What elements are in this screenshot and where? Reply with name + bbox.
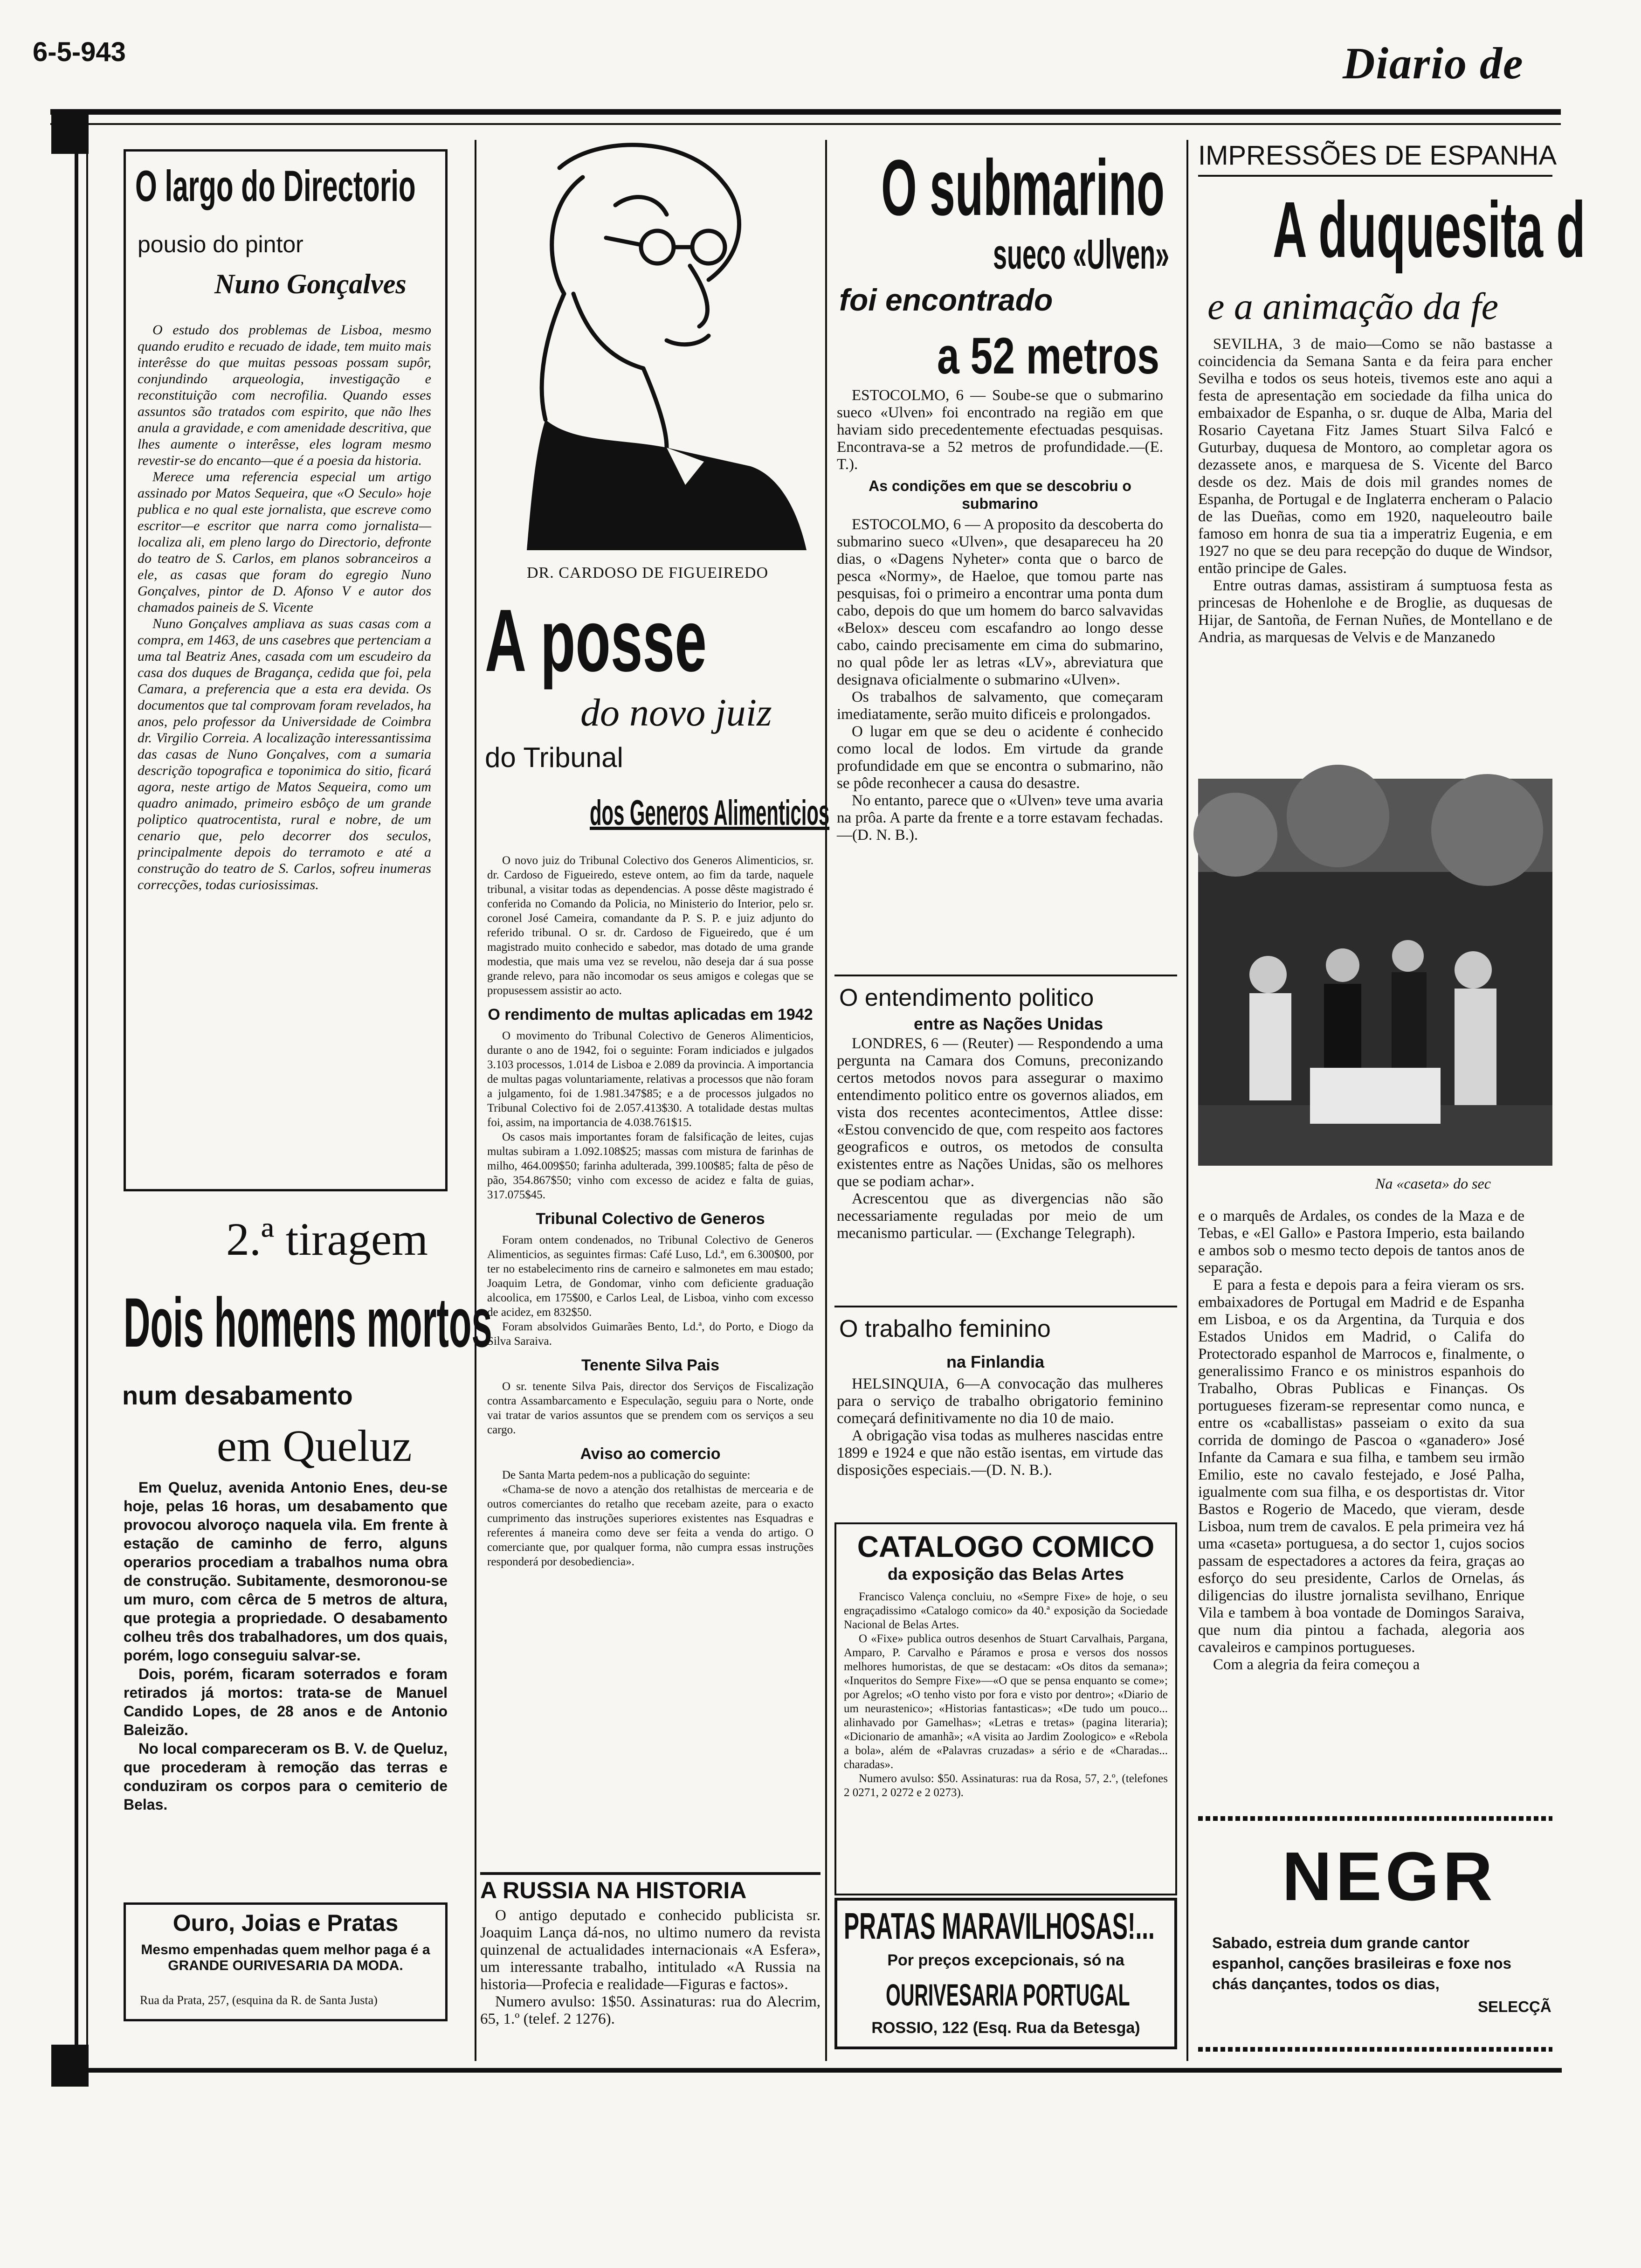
paragraph: Acrescentou que as divergencias não são necessariamente reguladas por meio de um mecanismo particular. — (Exchange Telegraph).: [837, 1190, 1163, 1242]
catalogo-headline: CATALOGO COMICO: [857, 1530, 1155, 1563]
margin-rule-2: [86, 140, 88, 2070]
subhead: Tenente Silva Pais: [581, 1356, 720, 1374]
queluz-headline: Dois homens mortos: [124, 1283, 492, 1362]
paragraph: Os trabalhos de salvamento, que começaram imediatamente, serão muito dificeis e prolongados.: [837, 689, 1163, 723]
paragraph: Entre outras damas, assistiram á sumptuosa festa as princesas de Hohenlohe e de Broglie, as duquesas de Hijar, de Santoña, de Fernan Nuñes, de Montellano e de Andria, as marquesas de Velvis e de Manzanedo: [1198, 577, 1552, 646]
trabalho-body: [837, 1376, 1163, 1520]
ad-address: Rua da Prata, 257, (esquina da R. de Santa Justa): [140, 1993, 378, 2007]
paragraph: A obrigação visa todas as mulheres nascidas entre 1899 e 1924 e que não estão isentas, em virtude das disposições especiais.—(D. N. B.).: [837, 1427, 1163, 1479]
paragraph: Francisco Valença concluiu, no «Sempre Fixe» de hoje, o seu engraçadissimo «Catalogo comico» da 40.ª exposição da Sociedade Nacional de Belas Artes.: [844, 1590, 1168, 1631]
subhead: As condições em que se descobriu o submarino: [869, 477, 1131, 512]
directorio-headline: O largo do Directorio: [135, 161, 416, 210]
subhead: O rendimento de multas aplicadas em 1942: [488, 1006, 813, 1023]
paragraph: «Chama-se de novo a atenção dos retalhistas de mercearia e de outros comerciantes do retalho que recebam azeite, para o exacto cumprimento das instruções superiores existentes nas Esquadras e referentes á maneira como deve ser feita a venda do artigo. O comerciante que, por qualquer forma, não cumpra essas instruções responderá por desobediencia».: [487, 1483, 814, 1568]
issue-date: 6-5-943: [33, 37, 126, 67]
submarino-sub-2: foi encontrado: [839, 283, 1053, 317]
tiragem-label: 2.ª tiragem: [226, 1213, 428, 1265]
col-separator-2: [825, 140, 827, 2061]
margin-block-bottom: [51, 2045, 89, 2087]
pratas-ad-address: ROSSIO, 122 (Esq. Rua da Betesga): [871, 2019, 1140, 2037]
feira-photo-caption: Na «caseta» do sec: [1375, 1175, 1491, 1192]
pratas-ad-title: PRATAS MARAVILHOSAS!...: [844, 1905, 1155, 1947]
paragraph: O movimento do Tribunal Colectivo de Generos Alimenticios, durante o ano de 1942, foi o seguinte: Foram indiciados e julgados 3.103 processos, 1.014 de Lisboa e 2.089 da provincia. A importancia de multas pagas voluntariamente, relativas a processos que não foram a julgamento, foi de 1.981.347$85; e a de processos julgados no Tribunal Colectivo foi de 2.057.413$30. A totalidade destas multas foi, assim, na importancia de 4.038.761$15.: [487, 1030, 814, 1129]
duquesita-headline: A duquesita d: [1273, 186, 1586, 274]
paragraph: No entanto, parece que o «Ulven» teve uma avaria na prôa. A parte da frente e a torre estavam fechadas.—(D. N. B.).: [837, 792, 1163, 844]
rule: [834, 975, 1177, 976]
pratas-ad-store: OURIVESARIA PORTUGAL: [886, 1978, 1130, 2012]
posse-sub-2: do Tribunal: [485, 742, 623, 773]
cardoso-caricature: [490, 140, 816, 560]
masthead: Diario de: [1343, 38, 1524, 88]
paragraph: Com a alegria da feira começou a: [1213, 1656, 1420, 1673]
paragraph: O novo juiz do Tribunal Colectivo dos Generos Alimenticios, sr. dr. Cardoso de Figueiredo, esteve ontem, ao fim da tarde, naquele tribunal, a visitar todas as dependencias. A posse dêste magistrado é conferida no Comando da Policia, no Ministerio do Interior, pelo sr. coronel José Cameira, comandante da P. S. P. e juiz adjunto do referido tribunal. O sr. dr. Cardoso de Figueiredo, que é um magistrado muito conhecido e sabedor, mas dotado de uma grande modestia, que mais uma vez se revelou, não deseja dar á sua posse grande relevo, para não incomodar os seus amigos e colegas que se propusessem assistir ao acto.: [487, 854, 814, 997]
paragraph: Foram ontem condenados, no Tribunal Colectivo de Generos Alimenticios, as seguintes firmas: Café Luso, Ld.ª, em 6.300$00, por ter no estabelecimento rins de carneiro e salmonetes em mau estado; Joaquim Letra, de Gondomar, vinho com deficiente graduação alcoolica, em 175$00, e Carlos Leal, de Lisboa, vinho com excesso de acidez, em 832$50.: [487, 1234, 814, 1319]
paragraph: No local compareceram os B. V. de Queluz, que procederam à remoção das terras e conduziram os corpos para o cemiterio de Belas.: [124, 1740, 448, 1813]
paragraph: Em Queluz, avenida Antonio Enes, deu-se hoje, pelas 16 horas, um desabamento que provocou alvoroço naquela vila. Em frente à estação de caminho de ferro, alguns operarios procediam a trabalhos numa obra de construção. Subitamente, desmoronou-se um muro, com cêrca de 5 metros de altura, que protegia a propriedade. O desabamento colheu três dos trabalhadores, um dos quais, porém, logo conseguiu salvar-se.: [124, 1479, 448, 1664]
feira-photo: [1198, 779, 1552, 1166]
queluz-body: [124, 1478, 448, 1898]
ad-text: Mesmo empenhadas quem melhor paga é a GRANDE OURIVESARIA DA MODA.: [141, 1942, 430, 1973]
trabalho-sub: na Finlandia: [946, 1352, 1045, 1371]
subhead: Tribunal Colectivo de Generos: [536, 1210, 765, 1228]
paragraph: Nuno Gonçalves ampliava as suas casas com a compra, em 1463, de uns casebres que pertenciam a uma tal Beatriz Anes, casada com um escudeiro da casa dos duques de Bragança, cedida que foi, pela Camara, a preferencia que a esta era devida. Os documentos que tal comprovam foram revelados, ha anos, pelo professor da Universidade de Coimbra dr. Virgilio Correia. A localização interessantissima das casas de Nuno Gonçalves, com a sumaria descrição topografica e toponimica do sitio, ficará agora, neste artigo de Matos Sequeira, como um quadro animado, primeiro esbôço de um grande poliptico quatrocentista, rural e nobre, de um cenario que, pelo decorrer dos seculos, principalmente depois do terramoto e até a construção do teatro de S. Carlos, sofreu inumeras correcções, todas curiosissimas.: [138, 616, 431, 892]
paragraph: Os casos mais importantes foram de falsificação de leites, cujas multas subiram a 1.092.108$25; massas com mistura de farinhas de milho, 464.009$50; farinha adulterada, 399.100$85; falta de pêso de pão, 354.867$50; vinho com excesso de acidez e falta de guias, 317.075$45.: [487, 1131, 814, 1201]
negr-ad-tail: SELECÇÃ: [1478, 1998, 1551, 2015]
paragraph: O sr. tenente Silva Pais, director dos Serviços de Fiscalização contra Assambarcamento e Especulação, seguiu para o Norte, onde vai tratar de varios assuntos que se prendem com os serviços a seu cargo.: [487, 1380, 814, 1436]
paragraph: Merece uma referencia especial um artigo assinado por Matos Sequeira, que «O Seculo» hoje publica e no qual este jornalista, que escreve como escritor—e escritor que narra como jornalista—localiza ali, em pleno largo do Directorio, defronte do teatro de S. Carlos, em planos sobranceiros a ele, as casas que foram do egregio Nuno Gonçalves, pintor de D. Afonso V e autor dos chamados paineis de S. Vicente: [138, 469, 431, 615]
header-rule: [50, 109, 1561, 115]
submarino-sub-3: a 52 metros: [937, 327, 1159, 385]
paragraph: Dois, porém, ficaram soterrados e foram retirados já mortos: trata-se de Manuel Candido Lopes, de 28 anos e de Antonio Baleizão.: [124, 1666, 448, 1738]
caricature-caption: DR. CARDOSO DE FIGUEIREDO: [527, 564, 769, 581]
entendimento-body: [837, 1035, 1163, 1292]
paragraph: LONDRES, 6 — (Reuter) — Respondendo a uma pergunta na Camara dos Comuns, preconizando certos metodos novos para assegurar o maximo entendimento politico entre os governos aliados, em vista dos recentes acontecimentos, Attlee disse: «Estou convencido de que, com respeito aos factores geograficos e outros, os metodos de consulta existentes entre as Nações Unidas, são os melhores que se podiam achar».: [837, 1035, 1163, 1190]
catalogo-sub: da exposição das Belas Artes: [888, 1564, 1124, 1583]
col-separator-1: [475, 140, 476, 2061]
ad-title: Ouro, Joias e Pratas: [172, 1910, 399, 1936]
paragraph: O estudo dos problemas de Lisboa, mesmo quando erudito e recuado de idade, tem muito mais interêsse do que muitas pessoas possam supôr, conjundindo arqueologia, investigação e reconstituição com necrofilia. Quando esses assuntos são tratados com espirito, que não lhes anula a gravidade, e com amenidade descritiva, que lhes aumente o interêsse, eles logram mesmo revestir-se do encanto—que é a poesia da historia.: [138, 322, 431, 468]
header-rule-thin: [50, 123, 1561, 125]
posse-body: [487, 853, 814, 1618]
directorio-subtitle-2: Nuno Gonçalves: [214, 269, 407, 299]
margin-rule: [75, 140, 78, 2070]
paragraph: O lugar em que se deu o acidente é conhecido como local de lodos. Em virtude da grande profundidade em que se encontra o submarino, não se pôde reconhecer a causa do desastre.: [837, 723, 1163, 792]
paragraph: O antigo deputado e conhecido publicista sr. Joaquim Lança dá-nos, no ultimo numero da revista quinzenal de actualidades internacionais «A Esfera», um interessante trabalho, intitulado «A Russia na historia—Profecia e realidade—Figuras e factos».: [480, 1907, 820, 1993]
margin-block-top: [51, 112, 89, 154]
duquesita-body-2: [1198, 1208, 1524, 1898]
paragraph: e o marquês de Ardales, os condes de la Maza e de Tebas, e «El Gallo» e Pastora Imperio, esta bailando e ambos sob o mesmo tecto depois de tantos anos de separação.: [1198, 1208, 1524, 1276]
posse-sub-3: dos Generos Alimenticios: [590, 793, 830, 833]
entendimento-headline: O entendimento politico: [839, 984, 1094, 1011]
duquesita-sub: e a animação da fe: [1207, 285, 1498, 327]
negr-ad-text: Sabado, estreia dum grande cantor espanhol, canções brasileiras e foxe nos chás dançantes, todos os dias,: [1212, 1934, 1511, 1992]
paragraph: E para a festa e depois para a feira vieram os srs. embaixadores de Portugal em Madrid e de Espanha em Lisboa, e os da Argentina, da Turquia e dos Estados Unidos em Madrid, o Califa do Protectorado espanhol de Marrocos e, finalmente, o generalissimo Franco e os ministros espanhois do Trabalho, Obras Publicas e Finanças. Os portugueses fizeram-se representar como nunca, e entre os «caballistas» passeiam o exito da sua corrida de domingo de Pascoa o «ganadero» José Infante da Camara e sua filha, e tambem seu irmão Emilio, este no cavalo festejado, e José Palha, igualmente com sua filha, e os desportistas dr. Vitor Bastos e Rogerio de Macedo, que vieram, desde Lisboa, num trem de cavalos. E pela primeira vez há uma «caseta» portuguesa, a do sector 1, cujos socios passam de espectadores a actores da feira, graças ao esforço do seu presidente, Carlos de Ornelas, ás diligencias do ilustre jornalista sevilhano, Enrique Vila e tambem à boa vontade de Domingos Saraiva, que num dia pintou a fachada, alegoria aos cavaleiros e campinos portugueses.: [1198, 1277, 1524, 1656]
col-separator-3: [1186, 140, 1188, 2061]
espanha-kicker: IMPRESSÕES DE ESPANHA: [1198, 140, 1557, 171]
ad-dotted-rule: [1198, 1816, 1552, 1821]
paragraph: De Santa Marta pedem-nos a publicação do seguinte:: [502, 1469, 751, 1481]
col4-clip: [1189, 135, 1586, 2061]
paragraph: Foram absolvidos Guimarães Bento, Ld.ª, do Porto, e Diogo da Silva Saraiva.: [487, 1321, 814, 1348]
paragraph: ESTOCOLMO, 6 — Soube-se que o submarino sueco «Ulven» foi encontrado na região em que haviam sido precedentemente efectuadas pesquisas. Encontrava-se a 52 metros de profundidade.—(E. T.).: [837, 387, 1163, 473]
kicker-rule: [1198, 175, 1552, 177]
subhead: Aviso ao comercio: [580, 1445, 721, 1463]
paragraph: ESTOCOLMO, 6 — A proposito da descoberta do submarino sueco «Ulven», que desapareceu ha 20 dias, o «Dagens Nyheter» conta que o barco de pesca «Normy», de Haeloe, que tomou parte nas pesquisas, foi o primeiro a encontrar uma ponta dum cabo, depois do que um homem do barco salvavidas «Belox» desceu com escafandro ao longo desse cabo, caindo precisamente em cima do submarino, no qual pôde ler as letras «LV», abreviatura que designava oficialmente o submarino «Ulven».: [837, 516, 1163, 688]
pratas-ad-sub: Por preços excepcionais, só na: [887, 1951, 1124, 1969]
paragraph: O «Fixe» publica outros desenhos de Stuart Carvalhais, Pargana, Amparo, P. Carvalho e Páramos e prosa e versos dos nossos melhores humoristas, de que se destacam: «Os ditos da semana»; «Inqueritos do Sempre Fixe»—«O que se pensa enquanto se come»; por Agrelos; «O tenho visto por fora e visto por dentro»; «Diario de um neurastenico»; «Historias fantasticas»; «De tudo um pouco... alinhavado por Gamelhas»; «Letras e tretas» (pagina literaria); «Dicionario de amanhã»; «A visita ao Jardim Zoologico» e «Rebola a bola», além de «Palavras cruzadas» a sério e de «Charadas... charadas».: [844, 1632, 1168, 1771]
entendimento-sub: entre as Nações Unidas: [914, 1014, 1103, 1033]
queluz-sub-2: em Queluz: [217, 1421, 412, 1471]
queluz-sub-1: num desabamento: [122, 1381, 353, 1410]
catalogo-body: [844, 1590, 1168, 1888]
directorio-body: [138, 322, 431, 1180]
submarino-sub-1: sueco «Ulven»: [993, 231, 1170, 278]
negr-ad-title[interactable]: NEGR: [1282, 1838, 1496, 1915]
russia-body: [480, 1907, 820, 2028]
ad-bottom-rule: [1198, 2047, 1552, 2052]
russia-headline: A RUSSIA NA HISTORIA: [480, 1877, 747, 1903]
trabalho-headline: O trabalho feminino: [839, 1315, 1051, 1342]
paragraph: Numero avulso: 1$50. Assinaturas: rua do Alecrim, 65, 1.º (telef. 2 1276).: [480, 1993, 820, 2027]
submarino-headline: O submarino: [881, 144, 1165, 232]
paragraph: Numero avulso: $50. Assinaturas: rua da Rosa, 57, 2.º, (telefones 2 0271, 2 0272 e 2 0273).: [844, 1772, 1168, 1799]
paragraph: SEVILHA, 3 de maio—Como se não bastasse a coincidencia da Semana Santa e da feira para encher Sevilha e todos os seus hoteis, tivemos este ano aqui a festa de apresentação em sociedade da filha unica do embaixador de Espanha, o sr. duque de Alba, Maria del Rosario Cayetana Fitz James Stuart Silva Falcó e Guturbay, duquesa de Montoro, ao completar agora os dezassete anos, e marquesa de S. Vicente del Barco desde os dez. Mais de dois mil grandes nomes de Espanha, de Portugal e de Inglaterra encheram o Palacio de las Dueñas, como em 1920, naqueleoutro baile famoso em honra de sua tia a imperatriz Eugenia, e em 1927 no que se deu para recepção do duque de Windsor, então principe de Gales.: [1198, 336, 1552, 577]
submarino-body: [837, 387, 1163, 975]
footer-rule: [51, 2068, 1562, 2073]
posse-sub-1: do novo juiz: [580, 691, 772, 734]
posse-headline: A posse: [485, 591, 707, 690]
directorio-subtitle: pousio do pintor: [138, 231, 303, 257]
rule: [834, 1306, 1177, 1307]
paragraph: HELSINQUIA, 6—A convocação das mulheres para o serviço de trabalho obrigatorio feminino começará definitivamente no dia 10 de maio.: [837, 1376, 1163, 1427]
russia-top-rule: [480, 1872, 820, 1875]
